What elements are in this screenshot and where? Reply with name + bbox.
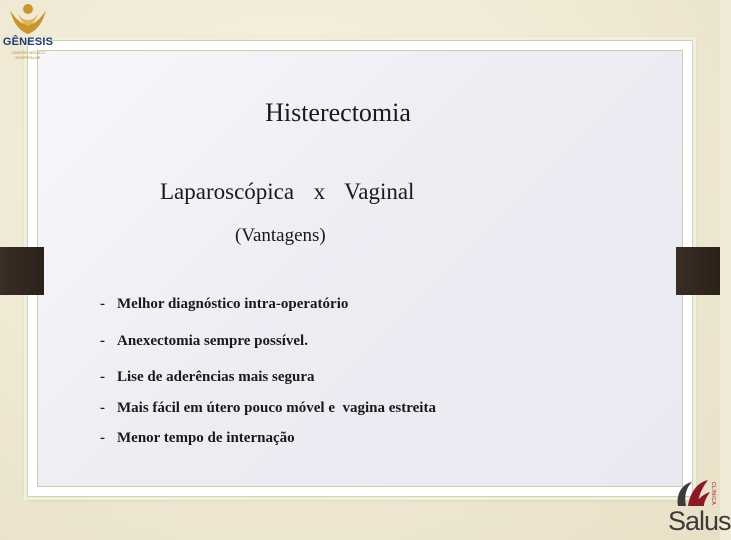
genesis-logo-tagline: CENTRO MÉDICO HOSPITALAR <box>11 50 45 60</box>
slide-title-text: Histerectomia <box>265 98 411 127</box>
list-item: - Lise de aderências mais segura <box>100 369 315 385</box>
list-item: - Anexectomia sempre possível. <box>100 333 308 349</box>
slide-subtitle: Laparoscópica x Vaginal <box>160 179 415 204</box>
list-item: - Melhor diagnóstico intra-operatório <box>100 296 349 312</box>
slide-title <box>0 98 720 128</box>
salus-logo-name: Salus <box>668 506 731 536</box>
genesis-logo <box>0 0 56 60</box>
salus-logo-tag: CLÍNICA <box>710 482 716 506</box>
genesis-logo-name: GÊNESIS <box>2 36 54 48</box>
list-item-text: Lise de aderências mais segura <box>117 369 315 385</box>
genesis-emblem-icon <box>0 0 56 40</box>
list-item-text: Anexectomia sempre possível. <box>117 333 308 349</box>
binder-tab-left <box>0 247 44 295</box>
binder-tab-right <box>676 247 720 295</box>
list-item: - Mais fácil em útero pouco móvel e vagina estreita <box>100 400 436 416</box>
list-item-text: Menor tempo de internação <box>117 430 295 446</box>
salus-logo <box>668 476 731 540</box>
list-item-text: Mais fácil em útero pouco móvel e vagina estreita <box>117 400 436 416</box>
list-item-text: Melhor diagnóstico intra-operatório <box>117 296 349 312</box>
list-item: - Menor tempo de internação <box>100 430 295 446</box>
slide-note: (Vantagens) <box>235 225 326 246</box>
